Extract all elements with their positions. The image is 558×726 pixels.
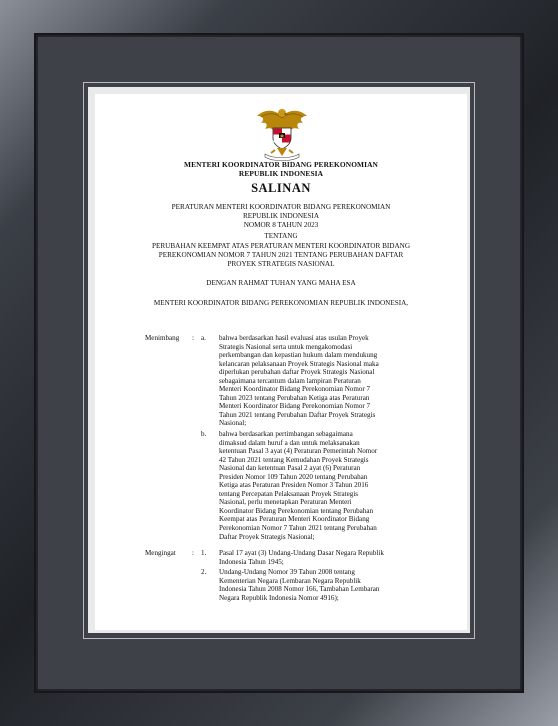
regulation-subject-line2: PEREKONOMIAN NOMOR 7 TAHUN 2021 TENTANG PERUBAHAN DAFTAR bbox=[158, 251, 404, 259]
regulation-title: PERATURAN MENTERI KOORDINATOR BIDANG PEREKONOMIAN bbox=[171, 203, 391, 211]
salinan-label: SALINAN bbox=[251, 181, 311, 195]
mengingat-2-number: 2. bbox=[201, 568, 207, 576]
menimbang-colon: : bbox=[192, 334, 194, 342]
tentang-label: TENTANG bbox=[264, 232, 298, 240]
ministry-heading: MENTERI KOORDINATOR BIDANG PEREKONOMIAN bbox=[184, 160, 378, 169]
garuda-emblem-icon bbox=[255, 104, 309, 162]
regulation-title-country: REPUBLIK INDONESIA bbox=[242, 212, 320, 220]
menimbang-a-number: a. bbox=[201, 334, 206, 342]
regulation-subject-line3: PROYEK STRATEGIS NASIONAL bbox=[227, 260, 335, 268]
regulation-subject-line1: PERUBAHAN KEEMPAT ATAS PERATURAN MENTERI KOORDINATOR BIDANG bbox=[151, 242, 411, 250]
mengingat-1-text: Pasal 17 ayat (3) Undang-Undang Dasar Negara Republik Indonesia Tahun 1945; bbox=[219, 549, 384, 566]
mengingat-2-text: Undang-Undang Nomor 39 Tahun 2008 tentang Kementerian Negara (Lembaran Negara Republik Indonesia Tahun 2008 Nomor 166, Tambahan Lembaran Negara Republik Indonesia Nomor 4916); bbox=[219, 568, 380, 602]
issuer-line: MENTERI KOORDINATOR BIDANG PEREKONOMIAN REPUBLIK INDONESIA, bbox=[153, 299, 409, 307]
menimbang-label: Menimbang bbox=[145, 334, 180, 342]
menimbang-b-text: bahwa berdasarkan pertimbangan sebagaimana dimaksud dalam huruf a dan untuk melaksanakan ketentuan Pasal 3 ayat (4) Peraturan Pemerintah Nomor 42 Tahun 2021 tentang Kemudahan Proyek Strategis Nasional dan ketentuan Pasal 2 ayat (6) Peraturan Presiden Nomor 109 Tahun 2020 tentang Perubahan Ketiga atas Peraturan Presiden Nomor 3 Tahun 2016 tentang Percepatan Pelaksanaan Proyek Strategis Nasional, perlu menetapkan Peraturan Menteri Koordinator Bidang Perekonomian tentang Perubahan Keempat atas Peraturan Menteri Koordinator Bidang Perekonomian Nomor 7 Tahun 2021 tentang Perubahan Daftar Proyek Strategis Nasional; bbox=[219, 430, 378, 541]
country-heading: REPUBLIK INDONESIA bbox=[238, 169, 324, 178]
mengingat-1-number: 1. bbox=[201, 549, 207, 557]
mengingat-colon: : bbox=[192, 549, 194, 557]
blessing-line: DENGAN RAHMAT TUHAN YANG MAHA ESA bbox=[206, 279, 356, 287]
regulation-number: NOMOR 8 TAHUN 2023 bbox=[243, 221, 319, 229]
document-page bbox=[95, 94, 467, 630]
menimbang-b-number: b. bbox=[201, 430, 207, 438]
mengingat-label: Mengingat bbox=[145, 549, 176, 557]
menimbang-a-text: bahwa berdasarkan hasil evaluasi atas usulan Proyek Strategis Nasional serta untuk mengakomodasi perkembangan dan kepastian hukum dalam mendukung kelancaran pelaksanaan Proyek Strategis Nasional maka diperlukan perubahan daftar Proyek Strategis Nasional sebagaimana tercantum dalam lampiran Peraturan Menteri Koordinator Bidang Perekonomian Nomor 7 Tahun 2023 tentang Perubahan Ketiga atas Peraturan Menteri Koordinator Bidang Perekonomian Nomor 7 Tahun 2021 tentang Perubahan Daftar Proyek Strategis Nasional; bbox=[219, 334, 379, 428]
